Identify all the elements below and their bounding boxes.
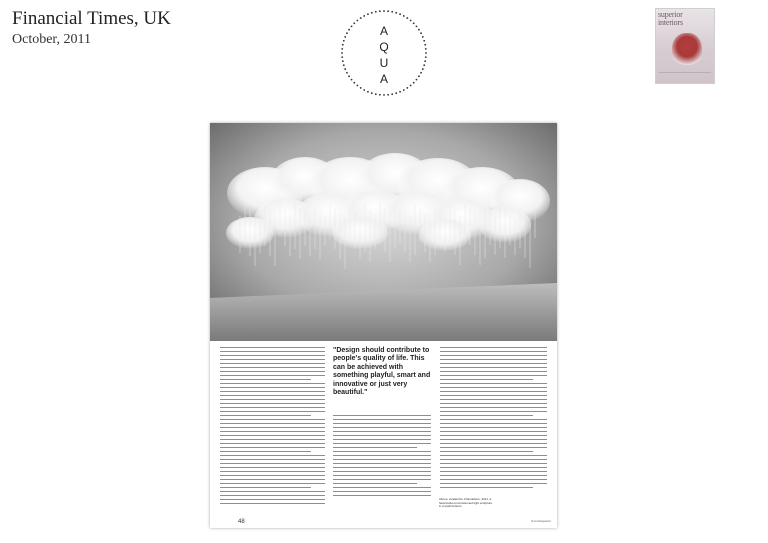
text-line: [440, 347, 547, 348]
text-line: [220, 347, 325, 348]
text-line: [440, 403, 547, 404]
text-line: [333, 415, 431, 416]
text-line: [220, 407, 325, 408]
logo-ring-dot: [344, 68, 346, 70]
text-line: [220, 367, 325, 368]
text-line: [440, 439, 547, 440]
text-line: [333, 463, 431, 464]
logo-ring-dot: [387, 94, 389, 96]
text-line: [220, 495, 325, 496]
text-line: [440, 435, 547, 436]
logo-ring-dot: [418, 29, 420, 31]
logo-ring-dot: [342, 44, 344, 46]
text-line: [333, 451, 431, 452]
logo-ring-dot: [351, 79, 353, 81]
article-page-scan: [210, 123, 557, 528]
text-line: [440, 443, 547, 444]
photo-caption: Above: Avalanche Chandeliers, 2011, a Swarovski-commissioned light sculpture in crystal buttons: [439, 497, 493, 509]
text-line: [220, 371, 325, 372]
logo-ring-dot: [341, 48, 343, 50]
body-text-column-2: [333, 415, 431, 499]
logo-ring-dot: [410, 20, 412, 22]
text-line: [220, 387, 325, 388]
body-text-column-1: [220, 347, 325, 509]
text-line: [220, 463, 325, 464]
logo-ring-dot: [425, 56, 427, 58]
logo-ring-dot: [346, 72, 348, 74]
text-line: [220, 471, 325, 472]
logo-ring-dot: [395, 92, 397, 94]
logo-ring-dot: [425, 52, 427, 54]
text-line: [220, 411, 325, 412]
text-line: [220, 359, 325, 360]
logo-ring-dot: [413, 82, 415, 84]
text-line: [220, 383, 325, 384]
text-line: [440, 411, 547, 412]
text-line: [220, 447, 325, 448]
logo-ring-dot: [420, 72, 422, 74]
logo-ring-dot: [416, 25, 418, 27]
logo-ring-dot: [342, 60, 344, 62]
logo-ring-dot: [420, 32, 422, 34]
text-line: [333, 423, 431, 424]
page-number: 48: [238, 519, 245, 525]
logo-ring-dot: [343, 40, 345, 42]
logo-ring-dot: [379, 94, 381, 96]
text-line: [333, 419, 431, 420]
text-line: [440, 363, 547, 364]
text-line: [440, 383, 547, 384]
text-line: [220, 379, 311, 380]
text-line: [220, 487, 311, 488]
text-line: [333, 455, 431, 456]
text-line: [333, 431, 431, 432]
logo-ring-dot: [416, 79, 418, 81]
logo-ring-dot: [343, 64, 345, 66]
text-line: [220, 479, 325, 480]
text-line: [220, 455, 325, 456]
logo-ring-dot: [363, 15, 365, 17]
text-line: [220, 375, 325, 376]
text-line: [440, 415, 533, 416]
logo-ring-dot: [383, 94, 385, 96]
logo-ring-dot: [422, 36, 424, 38]
text-line: [220, 351, 325, 352]
logo-ring-dot: [387, 10, 389, 12]
text-line: [220, 399, 325, 400]
text-line: [220, 423, 325, 424]
logo-ring-dot: [383, 10, 385, 12]
logo-letter-a-bottom: A: [379, 72, 389, 86]
text-line: [220, 419, 325, 420]
logo-ring-dot: [379, 10, 381, 12]
text-line: [333, 459, 431, 460]
logo-letter-u: U: [379, 56, 389, 70]
text-line: [333, 439, 431, 440]
publication-date: October, 2011: [12, 32, 92, 47]
logo-ring-dot: [341, 52, 343, 54]
text-line: [333, 447, 417, 448]
logo-ring-dot: [423, 40, 425, 42]
logo-ring-dot: [371, 12, 373, 14]
text-line: [440, 447, 547, 448]
text-line: [440, 483, 547, 484]
logo-ring-dot: [351, 25, 353, 27]
text-line: [220, 499, 325, 500]
logo-ring-dot: [424, 44, 426, 46]
text-line: [220, 395, 325, 396]
text-line: [220, 427, 325, 428]
text-line: [440, 419, 547, 420]
logo-ring-dot: [344, 36, 346, 38]
text-line: [220, 439, 325, 440]
logo-ring-dot: [406, 17, 408, 19]
cover-masthead: [658, 11, 712, 27]
text-line: [220, 443, 325, 444]
logo-ring-dot: [353, 82, 355, 84]
logo-letter-a-top: A: [379, 24, 389, 38]
text-line: [440, 471, 547, 472]
chandelier-photo: [210, 123, 557, 341]
text-line: [220, 467, 325, 468]
text-line: [333, 495, 431, 496]
text-line: [333, 491, 431, 492]
text-line: [220, 503, 325, 504]
text-line: [440, 423, 547, 424]
text-line: [333, 475, 431, 476]
text-line: [440, 479, 547, 480]
logo-ring-dot: [410, 85, 412, 87]
logo-ring-dot: [367, 91, 369, 93]
text-line: [440, 407, 547, 408]
text-line: [220, 451, 311, 452]
logo-ring-dot: [348, 29, 350, 31]
pull-quote: "Design should contribute to people's quality of life. This can be achieved with something playful, smart and innovative or just very beautiful.": [333, 347, 431, 397]
text-line: [220, 415, 311, 416]
text-line: [333, 443, 431, 444]
text-line: [440, 455, 547, 456]
text-line: [220, 435, 325, 436]
logo-ring-dot: [422, 68, 424, 70]
magazine-cover-thumbnail: [655, 8, 715, 84]
text-line: [333, 483, 417, 484]
logo-ring-dot: [360, 87, 362, 89]
logo-ring-dot: [391, 11, 393, 13]
logo-ring-dot: [418, 75, 420, 77]
logo-ring-dot: [353, 22, 355, 24]
text-line: [440, 367, 547, 368]
text-line: [440, 379, 533, 380]
logo-ring-dot: [360, 17, 362, 19]
logo-ring-dot: [399, 13, 401, 15]
text-line: [440, 463, 547, 464]
logo-ring-dot: [403, 89, 405, 91]
text-line: [440, 451, 533, 452]
cover-photo-figure: [672, 33, 702, 67]
logo-ring-dot: [375, 11, 377, 13]
publication-title: Financial Times, UK: [12, 8, 171, 29]
logo-ring-dot: [346, 32, 348, 34]
text-line: [220, 391, 325, 392]
text-line: [220, 483, 325, 484]
text-line: [440, 359, 547, 360]
logo-ring-dot: [395, 12, 397, 14]
logo-ring-dot: [403, 15, 405, 17]
logo-ring-dot: [348, 75, 350, 77]
aqua-logo: [339, 8, 429, 98]
logo-ring-dot: [356, 85, 358, 87]
text-line: [440, 467, 547, 468]
text-line: [220, 491, 325, 492]
text-line: [333, 479, 431, 480]
text-line: [333, 471, 431, 472]
text-line: [440, 387, 547, 388]
text-line: [440, 355, 547, 356]
logo-ring-dot: [423, 64, 425, 66]
logo-letter-q: Q: [379, 40, 389, 54]
text-line: [220, 475, 325, 476]
page-folio: ft.com/superior: [531, 519, 551, 523]
text-line: [333, 427, 431, 428]
logo-ring-dot: [367, 13, 369, 15]
logo-ring-dot: [371, 92, 373, 94]
text-line: [440, 375, 547, 376]
text-line: [440, 431, 547, 432]
logo-ring-dot: [399, 91, 401, 93]
text-line: [440, 427, 547, 428]
logo-ring-dot: [425, 48, 427, 50]
logo-ring-dot: [356, 20, 358, 22]
text-line: [220, 355, 325, 356]
text-line: [440, 487, 533, 488]
text-line: [333, 435, 431, 436]
logo-ring-dot: [363, 89, 365, 91]
text-line: [440, 475, 547, 476]
text-line: [440, 351, 547, 352]
text-line: [440, 391, 547, 392]
logo-ring-dot: [424, 60, 426, 62]
cover-masthead-line2: interiors: [658, 18, 683, 27]
cover-footer-rule: [659, 72, 711, 79]
text-line: [440, 399, 547, 400]
text-line: [440, 459, 547, 460]
logo-ring-dot: [406, 87, 408, 89]
text-line: [440, 395, 547, 396]
text-line: [220, 431, 325, 432]
text-line: [440, 371, 547, 372]
logo-ring-dot: [391, 93, 393, 95]
text-line: [220, 363, 325, 364]
cover-masthead-line1: superior: [658, 10, 683, 19]
logo-ring-dot: [341, 56, 343, 58]
text-line: [220, 403, 325, 404]
logo-ring-dot: [413, 22, 415, 24]
logo-ring-dot: [375, 93, 377, 95]
body-text-column-3: [440, 347, 547, 509]
text-line: [333, 467, 431, 468]
text-line: [333, 487, 431, 488]
text-line: [220, 459, 325, 460]
